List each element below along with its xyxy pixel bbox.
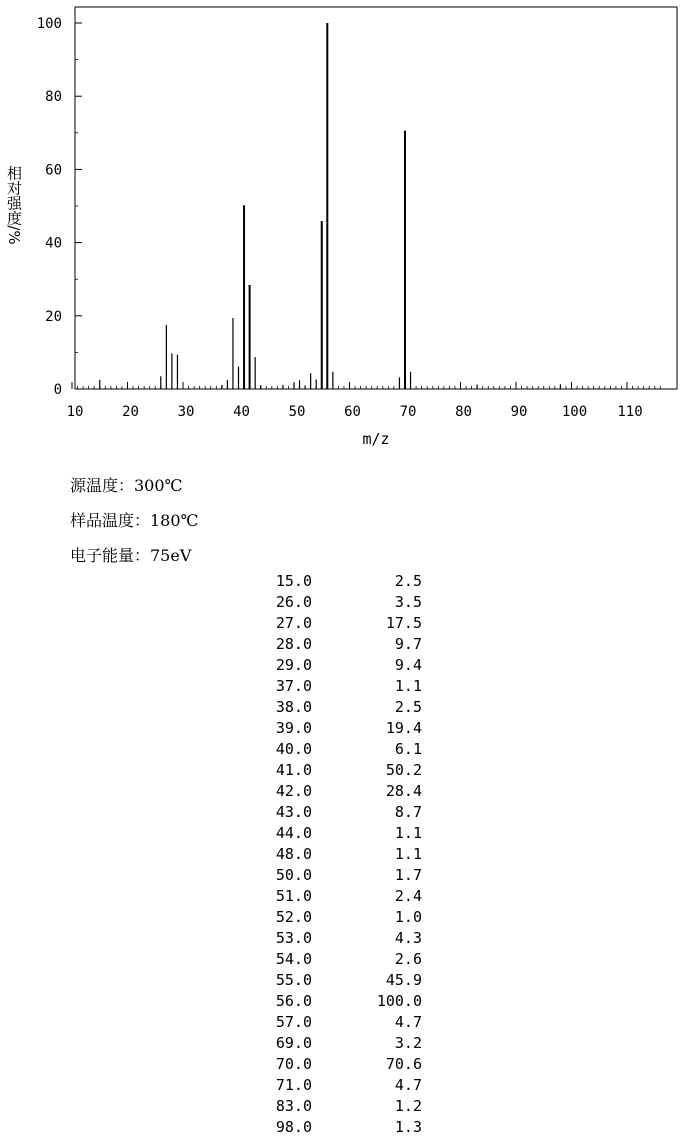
table-row — [240, 718, 422, 739]
table-row — [240, 886, 422, 907]
x-tick-label: 90 — [510, 404, 528, 420]
table-row — [240, 655, 422, 676]
mz-value: 71.0 — [275, 1076, 312, 1094]
table-row — [240, 928, 422, 949]
table-row — [240, 676, 422, 697]
mz-value: 56.0 — [275, 992, 312, 1010]
intensity-value: 2.6 — [394, 950, 422, 968]
intensity-value: 1.1 — [394, 845, 422, 863]
table-row — [240, 592, 422, 613]
mz-value: 52.0 — [275, 908, 312, 926]
mz-value: 38.0 — [275, 698, 312, 716]
y-tick-label: 40 — [45, 235, 62, 252]
mass-spectrum-chart — [0, 0, 680, 460]
table-row — [240, 1033, 422, 1054]
table-row — [240, 739, 422, 760]
y-tick-label: 0 — [53, 382, 62, 398]
mz-value: 28.0 — [275, 635, 312, 653]
intensity-value: 1.1 — [394, 677, 422, 695]
intensity-value: 17.5 — [385, 614, 422, 632]
intensity-value: 100.0 — [376, 992, 422, 1010]
y-tick-label: 20 — [45, 308, 62, 325]
table-row — [240, 1075, 422, 1096]
x-axis-label: m/z — [362, 430, 390, 448]
mz-value: 39.0 — [275, 719, 312, 737]
table-row — [240, 907, 422, 928]
table-row — [240, 760, 422, 781]
intensity-value: 1.3 — [394, 1118, 422, 1136]
intensity-value: 1.0 — [394, 908, 422, 926]
intensity-value: 9.4 — [394, 656, 422, 674]
mz-value: 44.0 — [275, 824, 312, 842]
mz-value: 15.0 — [275, 572, 312, 590]
x-tick-label: 30 — [177, 404, 195, 420]
table-row — [240, 970, 422, 991]
y-tick-label: 60 — [45, 162, 62, 179]
intensity-value: 1.2 — [394, 1097, 422, 1115]
intensity-value: 70.6 — [385, 1055, 422, 1073]
mz-value: 26.0 — [275, 593, 312, 611]
x-tick-label: 60 — [344, 404, 361, 420]
intensity-value: 2.5 — [394, 698, 422, 716]
mz-value: 27.0 — [275, 614, 312, 632]
table-row — [240, 823, 422, 844]
y-tick-label: 100 — [36, 16, 62, 32]
mz-value: 40.0 — [275, 740, 312, 758]
x-tick-label: 40 — [233, 404, 250, 420]
intensity-value: 4.7 — [394, 1076, 422, 1094]
x-tick-label: 100 — [561, 404, 588, 420]
conditions-block — [70, 473, 198, 578]
mz-value: 51.0 — [275, 887, 312, 905]
mz-value: 48.0 — [275, 845, 312, 863]
intensity-value: 3.5 — [394, 593, 422, 611]
mz-value: 57.0 — [275, 1013, 312, 1031]
x-tick-label: 10 — [66, 404, 84, 420]
intensity-value: 45.9 — [385, 971, 422, 989]
x-tick-label: 80 — [455, 404, 472, 420]
table-row — [240, 634, 422, 655]
mz-value: 55.0 — [275, 971, 312, 989]
intensity-value: 8.7 — [394, 803, 422, 821]
table-row — [240, 1054, 422, 1075]
intensity-value: 1.7 — [394, 866, 422, 884]
intensity-value: 9.7 — [394, 635, 422, 653]
table-row — [240, 991, 422, 1012]
table-row — [240, 1096, 422, 1117]
intensity-value: 3.2 — [394, 1034, 422, 1052]
table-row — [240, 697, 422, 718]
table-row — [240, 613, 422, 634]
intensity-value: 2.5 — [394, 572, 422, 590]
plot-frame — [75, 7, 677, 389]
peak-table — [240, 571, 422, 1138]
electron-energy: 电子能量：75eV — [70, 546, 192, 565]
intensity-value: 28.4 — [385, 782, 422, 800]
mz-value: 29.0 — [275, 656, 312, 674]
y-axis-label: 相对强度/% — [5, 165, 23, 245]
mz-value: 37.0 — [275, 677, 312, 695]
mz-value: 50.0 — [275, 866, 312, 884]
table-row — [240, 571, 422, 592]
mz-value: 70.0 — [275, 1055, 312, 1073]
table-row — [240, 1117, 422, 1138]
x-tick-label: 70 — [399, 404, 417, 420]
mz-value: 54.0 — [275, 950, 312, 968]
mz-value: 53.0 — [275, 929, 312, 947]
mz-value: 41.0 — [275, 761, 312, 779]
x-tick-label: 110 — [617, 404, 643, 420]
table-row — [240, 844, 422, 865]
intensity-value: 6.1 — [394, 740, 422, 758]
mz-value: 43.0 — [275, 803, 312, 821]
mz-value: 69.0 — [275, 1034, 312, 1052]
table-row — [240, 781, 422, 802]
table-row — [240, 865, 422, 886]
y-tick-label: 80 — [45, 89, 62, 106]
intensity-value: 4.3 — [394, 929, 422, 947]
intensity-value: 19.4 — [385, 719, 422, 737]
intensity-value: 50.2 — [385, 761, 422, 779]
mz-value: 83.0 — [275, 1097, 312, 1115]
table-row — [240, 949, 422, 970]
intensity-value: 2.4 — [394, 887, 422, 905]
x-tick-label: 20 — [122, 404, 139, 420]
intensity-value: 4.7 — [394, 1013, 422, 1031]
x-tick-label: 50 — [288, 404, 306, 420]
intensity-value: 1.1 — [394, 824, 422, 842]
source-temperature: 源温度：300℃ — [70, 476, 183, 495]
mz-value: 98.0 — [275, 1118, 312, 1136]
mz-value: 42.0 — [275, 782, 312, 800]
table-row — [240, 802, 422, 823]
table-row — [240, 1012, 422, 1033]
sample-temperature: 样品温度：180℃ — [70, 511, 199, 530]
